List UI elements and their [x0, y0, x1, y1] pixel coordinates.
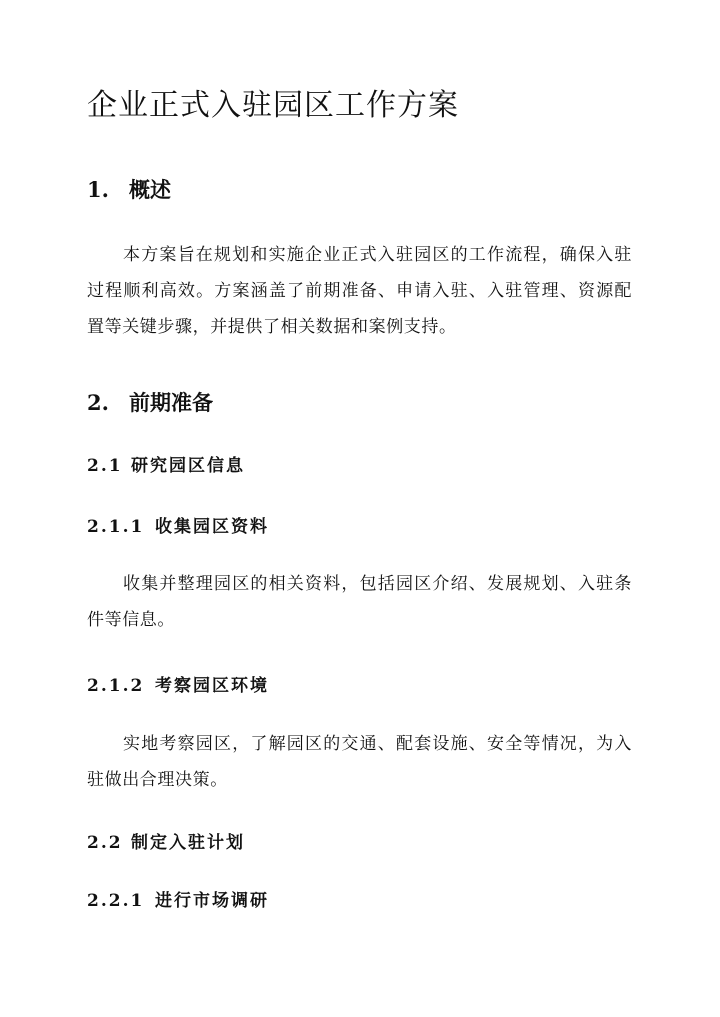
section-title: 前期准备 — [129, 390, 213, 415]
inspect-environment-paragraph: 实地考察园区，了解园区的交通、配套设施、安全等情况，为入驻做出合理决策。 — [87, 734, 632, 790]
item-title: 进行市场调研 — [155, 891, 269, 911]
section-number: 1. — [87, 177, 109, 202]
subsection-number: 2.2 — [87, 833, 123, 853]
item-heading-collect-materials — [87, 514, 269, 540]
document-title: 企业正式入驻园区工作方案 — [87, 88, 459, 123]
section-title: 概述 — [129, 177, 171, 202]
section-number: 2. — [87, 390, 109, 415]
subsection-title: 制定入驻计划 — [131, 833, 245, 853]
item-number: 2.1.1 — [87, 517, 145, 537]
collect-materials-paragraph: 收集并整理园区的相关资料，包括园区介绍、发展规划、入驻条件等信息。 — [87, 574, 632, 630]
subsection-number: 2.1 — [87, 456, 123, 476]
item-number: 2.2.1 — [87, 891, 145, 911]
item-number: 2.1.2 — [87, 676, 145, 696]
item-heading-market-research — [87, 888, 269, 914]
subsection-heading-entry-plan — [87, 830, 245, 856]
section-heading-preparation — [87, 388, 213, 418]
overview-paragraph: 本方案旨在规划和实施企业正式入驻园区的工作流程，确保入驻过程顺利高效。方案涵盖了前期准备、申请入驻、入驻管理、资源配置等关键步骤，并提供了相关数据和案例支持。 — [87, 245, 632, 337]
item-title: 收集园区资料 — [155, 517, 269, 537]
item-heading-inspect-environment — [87, 673, 269, 699]
section-heading-overview — [87, 175, 171, 205]
item-title: 考察园区环境 — [155, 676, 269, 696]
subsection-heading-research-park — [87, 453, 245, 479]
subsection-title: 研究园区信息 — [131, 456, 245, 476]
